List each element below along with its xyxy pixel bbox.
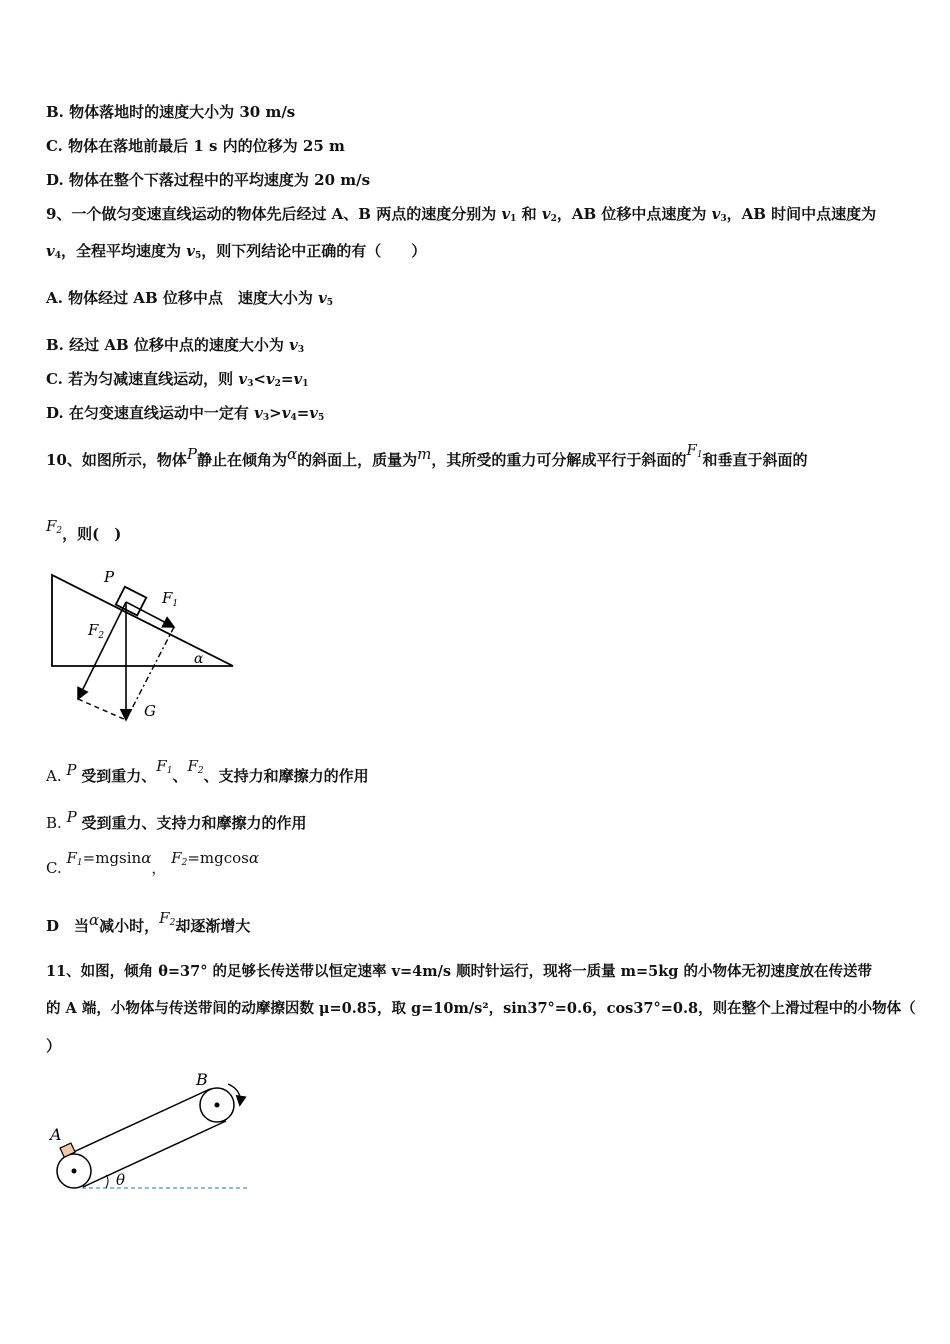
belt-bottom [83, 1121, 226, 1187]
conveyor-belt-diagram [40, 1064, 255, 1199]
label-f1: $F_1$ [162, 589, 179, 609]
incline-triangle [52, 575, 233, 666]
q11-stem-line1: 11、如图，倾角 θ=37° 的足够长传送带以恒定速率 v=4m/s 顺时针运行，现将一质量 m=5kg 的小物体无初速度放在传送带 [46, 963, 872, 980]
q9-stem-line2: $v_4$，全程平均速度为 $v_5$，则下列结论中正确的有（ ） [46, 242, 427, 261]
q10-option-a: A. P 受到重力、$F_1$、$F_2$、支持力和摩擦力的作用 [46, 757, 369, 785]
label-p: P [104, 568, 115, 586]
label-theta: θ [116, 1171, 126, 1189]
label-b: B [196, 1070, 208, 1089]
block-p [116, 587, 146, 616]
belt-top [67, 1089, 210, 1155]
q10-option-c: C. $F_1=mgsin\alpha$， $F_2=mgcos\alpha$ [46, 849, 259, 877]
q8-option-c: C. 物体在落地前最后 1 s 内的位移为 25 m [46, 137, 345, 155]
q10-option-b: B. P 受到重力、支持力和摩擦力的作用 [46, 808, 307, 832]
q9-option-a: A. 物体经过 AB 位移中点 速度大小为 $v_5$ [46, 289, 334, 308]
q8-option-b: B. 物体落地时的速度大小为 30 m/s [46, 103, 296, 121]
q11-stem-line3: ） [46, 1037, 62, 1055]
q9-option-b: B. 经过 AB 位移中点的速度大小为 $v_3$ [46, 336, 305, 355]
q9-option-d: D. 在匀变速直线运动中一定有 $v_3>v_4=v_5$ [46, 404, 325, 423]
label-f2: $F_2$ [88, 621, 105, 641]
label-g: G [144, 702, 156, 720]
q11-stem-line2: 的 A 端，小物体与传送带间的动摩擦因数 μ=0.85，取 g=10m/s²，sin37°=0.6，cos37°=0.8，则在整个上滑过程中的小物体（ [46, 1000, 916, 1017]
pulley-a-axle [72, 1169, 77, 1174]
label-a: A [50, 1125, 62, 1144]
q8-option-d: D. 物体在整个下落过程中的平均速度为 20 m/s [46, 171, 371, 189]
dashed-line-bottom [78, 699, 126, 720]
q10-option-d: D 当α减小时，$F_2$却逐渐增大 [46, 909, 251, 935]
q10-stem: 10、如图所示，物体P静止在倾角为α的斜面上，质量为m，其所受的重力可分解成平行于斜面的$F_1$和垂直于斜面的 [46, 441, 808, 469]
f2-arrow [78, 602, 126, 699]
q10-stem-cont: $F_2$，则( ) [46, 517, 122, 543]
q9-stem-line1: 9、一个做匀变速直线运动的物体先后经过 A、B 两点的速度分别为 $v_1$ 和 $v_2$，AB 位移中点速度为 $v_3$，AB 时间中点速度为 [46, 205, 877, 224]
q9-option-c: C. 若为匀减速直线运动，则 $v_3<v_2=v_1$ [46, 370, 309, 389]
incline-force-diagram [40, 565, 250, 730]
label-alpha: α [194, 651, 204, 667]
pulley-b-axle [215, 1103, 220, 1108]
